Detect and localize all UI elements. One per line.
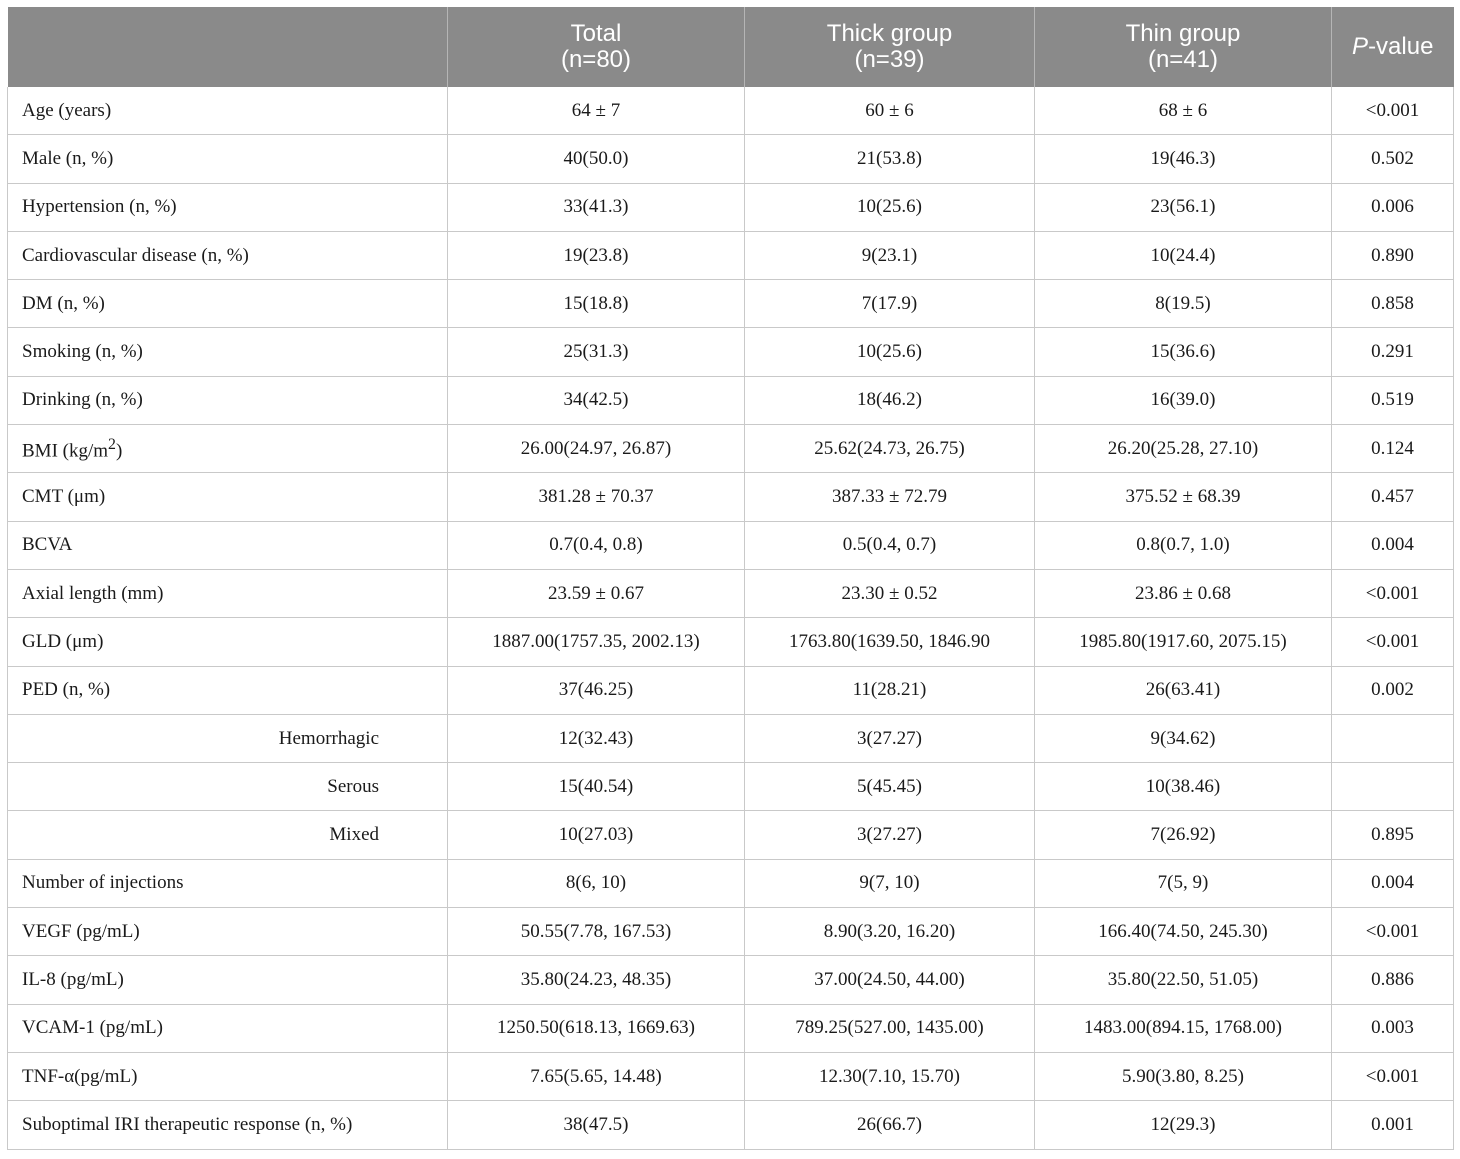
cell-p: 0.886 (1332, 956, 1454, 1004)
cell-thick: 12.30(7.10, 15.70) (745, 1052, 1035, 1100)
cell-p: <0.001 (1332, 908, 1454, 956)
cell-p: <0.001 (1332, 87, 1454, 135)
row-label: Suboptimal IRI therapeutic response (n, %) (8, 1101, 448, 1149)
cell-thick: 9(23.1) (745, 231, 1035, 279)
row-label: DM (n, %) (8, 280, 448, 328)
cell-thick: 5(45.45) (745, 763, 1035, 811)
table-row (8, 1004, 1454, 1052)
cell-thick: 1763.80(1639.50, 1846.90 (745, 618, 1035, 666)
table-row (8, 1101, 1454, 1149)
cell-total: 34(42.5) (448, 376, 745, 424)
header-thin-n: (n=41) (1147, 46, 1219, 73)
cell-thin: 35.80(22.50, 51.05) (1035, 956, 1332, 1004)
cell-thin: 12(29.3) (1035, 1101, 1332, 1149)
cell-thick: 23.30 ± 0.52 (745, 569, 1035, 617)
row-sublabel: Serous (8, 763, 448, 811)
cell-thick: 10(25.6) (745, 183, 1035, 231)
cell-thick: 18(46.2) (745, 376, 1035, 424)
cell-p: 0.502 (1332, 135, 1454, 183)
cell-thin: 9(34.62) (1035, 714, 1332, 762)
table-row (8, 521, 1454, 569)
cell-total: 38(47.5) (448, 1101, 745, 1149)
cell-total: 7.65(5.65, 14.48) (448, 1052, 745, 1100)
row-label: Age (years) (8, 87, 448, 135)
baseline-characteristics-table (7, 7, 1454, 1150)
cell-p: 0.519 (1332, 376, 1454, 424)
cell-p: 0.001 (1332, 1101, 1454, 1149)
cell-thin: 10(38.46) (1035, 763, 1332, 811)
cell-p: 0.890 (1332, 231, 1454, 279)
table-row (8, 280, 1454, 328)
cell-thick: 789.25(527.00, 1435.00) (745, 1004, 1035, 1052)
row-label: VEGF (pg/mL) (8, 908, 448, 956)
cell-total: 0.7(0.4, 0.8) (448, 521, 745, 569)
cell-total: 64 ± 7 (448, 87, 745, 135)
cell-total: 10(27.03) (448, 811, 745, 859)
cell-total: 1250.50(618.13, 1669.63) (448, 1004, 745, 1052)
table-row (8, 714, 1454, 762)
cell-total: 15(18.8) (448, 280, 745, 328)
cell-thin: 1483.00(894.15, 1768.00) (1035, 1004, 1332, 1052)
cell-total: 19(23.8) (448, 231, 745, 279)
row-label: VCAM-1 (pg/mL) (8, 1004, 448, 1052)
cell-thin: 8(19.5) (1035, 280, 1332, 328)
cell-thin: 166.40(74.50, 245.30) (1035, 908, 1332, 956)
cell-thick: 3(27.27) (745, 714, 1035, 762)
table-row (8, 425, 1454, 473)
cell-p: <0.001 (1332, 569, 1454, 617)
cell-thin: 7(26.92) (1035, 811, 1332, 859)
cell-p: 0.006 (1332, 183, 1454, 231)
cell-thin: 5.90(3.80, 8.25) (1035, 1052, 1332, 1100)
cell-total: 35.80(24.23, 48.35) (448, 956, 745, 1004)
cell-thin: 0.8(0.7, 1.0) (1035, 521, 1332, 569)
cell-total: 12(32.43) (448, 714, 745, 762)
cell-thin: 15(36.6) (1035, 328, 1332, 376)
table-row (8, 183, 1454, 231)
header-thick-title: Thick group (826, 20, 953, 47)
row-label: PED (n, %) (8, 666, 448, 714)
cell-thin: 10(24.4) (1035, 231, 1332, 279)
table-row (8, 956, 1454, 1004)
cell-p (1332, 714, 1454, 762)
cell-thick: 387.33 ± 72.79 (745, 473, 1035, 521)
bmi-label-text: BMI (kg/m (22, 439, 109, 461)
cell-thick: 21(53.8) (745, 135, 1035, 183)
table-row (8, 618, 1454, 666)
cell-thin: 26(63.41) (1035, 666, 1332, 714)
cell-p: 0.124 (1332, 425, 1454, 473)
cell-total: 37(46.25) (448, 666, 745, 714)
cell-p: 0.291 (1332, 328, 1454, 376)
cell-p: <0.001 (1332, 618, 1454, 666)
bmi-label-superscript: 2 (108, 435, 116, 453)
row-label: TNF-α(pg/mL) (8, 1052, 448, 1100)
table-header-row (8, 7, 1454, 87)
cell-p: <0.001 (1332, 1052, 1454, 1100)
cell-thick: 11(28.21) (745, 666, 1035, 714)
table-row (8, 231, 1454, 279)
cell-p: 0.002 (1332, 666, 1454, 714)
header-thick-n: (n=39) (854, 46, 925, 73)
table-row (8, 569, 1454, 617)
cell-p: 0.004 (1332, 521, 1454, 569)
header-blank (8, 7, 448, 87)
cell-total: 40(50.0) (448, 135, 745, 183)
row-label: Number of injections (8, 859, 448, 907)
table-row (8, 473, 1454, 521)
cell-total: 50.55(7.78, 167.53) (448, 908, 745, 956)
row-sublabel: Mixed (8, 811, 448, 859)
bmi-label-close: ) (115, 439, 123, 461)
cell-thin: 1985.80(1917.60, 2075.15) (1035, 618, 1332, 666)
cell-thin: 375.52 ± 68.39 (1035, 473, 1332, 521)
table-row (8, 135, 1454, 183)
cell-total: 381.28 ± 70.37 (448, 473, 745, 521)
table-row (8, 376, 1454, 424)
table-row (8, 1052, 1454, 1100)
cell-thin: 68 ± 6 (1035, 87, 1332, 135)
table-row (8, 811, 1454, 859)
row-label: Drinking (n, %) (8, 376, 448, 424)
cell-thick: 3(27.27) (745, 811, 1035, 859)
table-row (8, 328, 1454, 376)
cell-thick: 37.00(24.50, 44.00) (745, 956, 1035, 1004)
row-label: IL-8 (pg/mL) (8, 956, 448, 1004)
table-row (8, 666, 1454, 714)
cell-total: 1887.00(1757.35, 2002.13) (448, 618, 745, 666)
cell-p: 0.457 (1332, 473, 1454, 521)
header-thick (745, 7, 1035, 87)
header-thin-title: Thin group (1125, 20, 1241, 47)
cell-thick: 7(17.9) (745, 280, 1035, 328)
table-row (8, 908, 1454, 956)
cell-thick: 8.90(3.20, 16.20) (745, 908, 1035, 956)
header-total-n: (n=80) (560, 46, 632, 73)
row-label: Hypertension (n, %) (8, 183, 448, 231)
cell-thin: 7(5, 9) (1035, 859, 1332, 907)
cell-p: 0.003 (1332, 1004, 1454, 1052)
cell-total: 25(31.3) (448, 328, 745, 376)
cell-total: 26.00(24.97, 26.87) (448, 425, 745, 473)
cell-thin: 23(56.1) (1035, 183, 1332, 231)
row-label: Cardiovascular disease (n, %) (8, 231, 448, 279)
row-label: Smoking (n, %) (8, 328, 448, 376)
header-p-value (1332, 7, 1454, 87)
cell-total: 23.59 ± 0.67 (448, 569, 745, 617)
row-label: CMT (μm) (8, 473, 448, 521)
cell-p: 0.858 (1332, 280, 1454, 328)
row-label: Male (n, %) (8, 135, 448, 183)
cell-thick: 0.5(0.4, 0.7) (745, 521, 1035, 569)
cell-thick: 26(66.7) (745, 1101, 1035, 1149)
header-p-rest: -value (1368, 33, 1434, 60)
cell-thin: 23.86 ± 0.68 (1035, 569, 1332, 617)
table-row (8, 763, 1454, 811)
cell-p (1332, 763, 1454, 811)
table-row (8, 87, 1454, 135)
cell-thick: 10(25.6) (745, 328, 1035, 376)
cell-thick: 25.62(24.73, 26.75) (745, 425, 1035, 473)
cell-thick: 60 ± 6 (745, 87, 1035, 135)
cell-p: 0.895 (1332, 811, 1454, 859)
row-label: BCVA (8, 521, 448, 569)
cell-p: 0.004 (1332, 859, 1454, 907)
table-row (8, 859, 1454, 907)
row-label: Axial length (mm) (8, 569, 448, 617)
row-label (8, 425, 448, 473)
cell-thin: 26.20(25.28, 27.10) (1035, 425, 1332, 473)
cell-thick: 9(7, 10) (745, 859, 1035, 907)
header-p-italic: P (1352, 33, 1369, 60)
cell-total: 33(41.3) (448, 183, 745, 231)
row-label: GLD (μm) (8, 618, 448, 666)
cell-thin: 19(46.3) (1035, 135, 1332, 183)
header-thin (1035, 7, 1332, 87)
cell-total: 8(6, 10) (448, 859, 745, 907)
cell-total: 15(40.54) (448, 763, 745, 811)
cell-thin: 16(39.0) (1035, 376, 1332, 424)
header-total (448, 7, 745, 87)
row-sublabel: Hemorrhagic (8, 714, 448, 762)
header-total-title: Total (570, 20, 622, 47)
